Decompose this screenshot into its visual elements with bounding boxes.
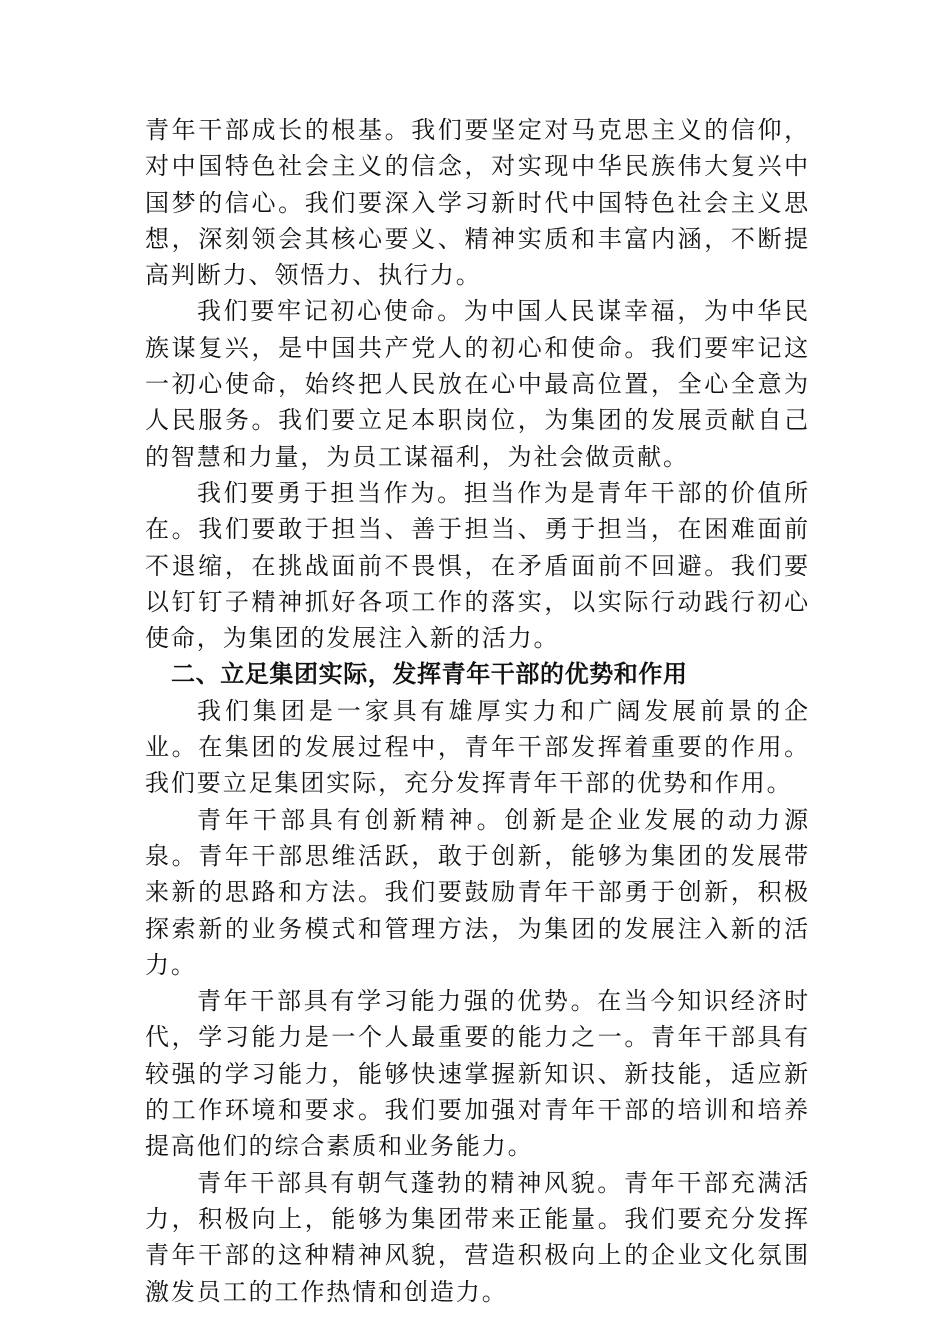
paragraph-responsibility: 我们要勇于担当作为。担当作为是青年干部的价值所在。我们要敢于担当、善于担当、勇于担当，在困难面前不退缩，在挑战面前不畏惧，在矛盾面前不回避。我们要以钉钉子精神抓好各项工作的落实，以实际行动践行初心使命，为集团的发展注入新的活力。 bbox=[145, 478, 810, 653]
document-body bbox=[145, 112, 810, 1310]
paragraph-continued: 青年干部成长的根基。我们要坚定对马克思主义的信仰，对中国特色社会主义的信念，对实现中华民族伟大复兴中国梦的信心。我们要深入学习新时代中国特色社会主义思想，深刻领会其核心要义、精神实质和丰富内涵，不断提高判断力、领悟力、执行力。 bbox=[145, 116, 810, 290]
section-heading: 二、立足集团实际，发挥青年干部的优势和作用 bbox=[171, 660, 688, 689]
paragraph-mission: 我们要牢记初心使命。为中国人民谋幸福，为中华民族谋复兴，是中国共产党人的初心和使命。我们要牢记这一初心使命，始终把人民放在心中最高位置，全心全意为人民服务。我们要立足本职岗位，为集团的发展贡献自己的智慧和力量，为员工谋福利，为社会做贡献。 bbox=[145, 297, 810, 471]
paragraph-innovation: 青年干部具有创新精神。创新是企业发展的动力源泉。青年干部思维活跃，敢于创新，能够为集团的发展带来新的思路和方法。我们要鼓励青年干部勇于创新，积极探索新的业务模式和管理方法，为集团的发展注入新的活力。 bbox=[145, 805, 810, 979]
paragraph-learning: 青年干部具有学习能力强的优势。在当今知识经济时代，学习能力是一个人最重要的能力之一。青年干部具有较强的学习能力，能够快速掌握新知识、新技能，适应新的工作环境和要求。我们要加强对青年干部的培训和培养提高他们的综合素质和业务能力。 bbox=[145, 987, 810, 1161]
paragraph-group-intro: 我们集团是一家具有雄厚实力和广阔发展前景的企业。在集团的发展过程中，青年干部发挥着重要的作用。我们要立足集团实际，充分发挥青年干部的优势和作用。 bbox=[145, 696, 810, 798]
paragraph-spirit: 青年干部具有朝气蓬勃的精神风貌。青年干部充满活力，积极向上，能够为集团带来正能量。我们要充分发挥青年干部的这种精神风貌，营造积极向上的企业文化氛围激发员工的工作热情和创造力。 bbox=[145, 1168, 810, 1306]
